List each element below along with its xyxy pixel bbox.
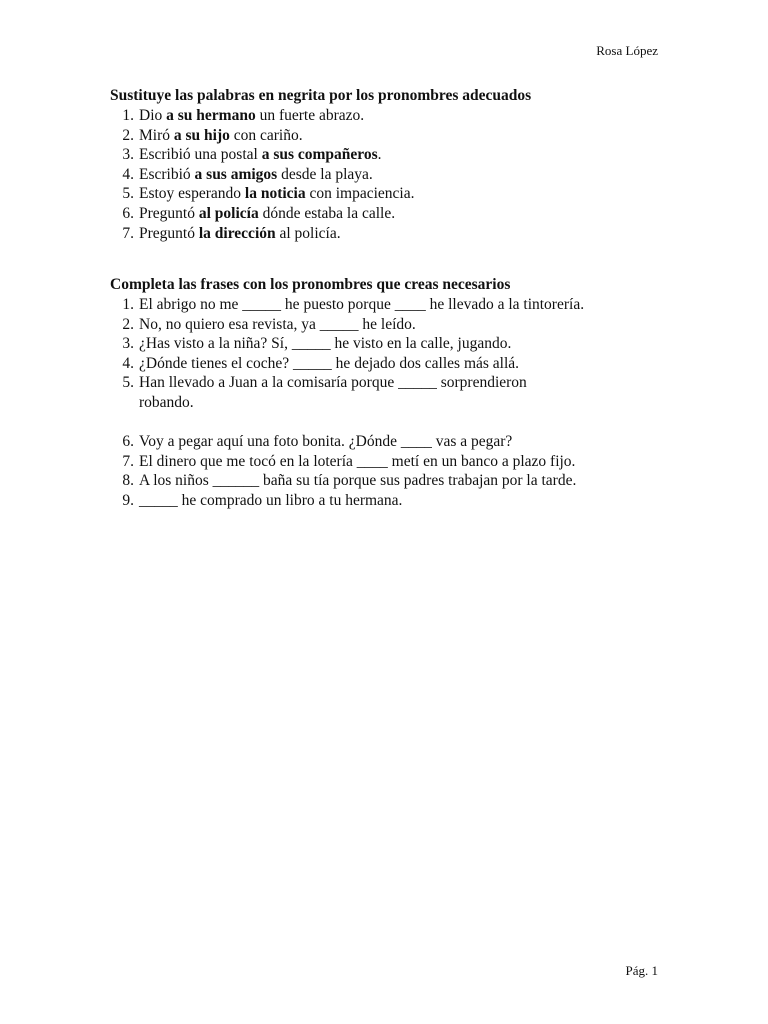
item-text: con impaciencia. [305,185,415,203]
list-item [110,184,670,204]
item-text: al policía. [275,224,341,242]
item-number: 1. [122,107,134,124]
list-item [110,315,670,335]
bold-phrase: a su hijo [173,126,230,144]
list-item [110,106,670,126]
list-item [110,432,670,452]
list-item [110,373,670,412]
item-text: Voy a pegar aquí una foto bonita. ¿Dónde ____ vas a pegar? [139,433,513,451]
item-text: Escribió [139,165,195,183]
list-item [110,334,670,354]
item-text: ¿Dónde tienes el coche? _____ he dejado dos calles más allá. [139,354,520,372]
item-text: Preguntó [139,204,199,222]
bold-phrase: la dirección [198,224,276,242]
item-text: con cariño. [229,126,303,144]
item-text: El dinero que me tocó en la lotería ____ metí en un banco a plazo fijo. [139,452,576,470]
list-item [110,204,670,224]
item-number: 6. [122,433,134,451]
item-number: 7. [122,452,134,470]
list-item [110,224,670,244]
item-text: No, no quiero esa revista, ya _____ he leído. [139,315,416,333]
item-text: Han llevado a Juan a la comisaría porque _____ sorprendieron [139,374,527,392]
list-item [110,295,670,315]
item-number: 5. [122,185,134,203]
item-text: Estoy esperando [139,185,245,203]
item-text: dónde estaba la calle. [258,204,396,222]
item-number: 4. [122,354,134,372]
list-item [110,452,670,472]
bold-phrase: al policía [198,204,259,222]
item-text: desde la playa. [277,165,373,183]
item-text: El abrigo no me _____ he puesto porque ____ he llevado a la tintorería. [139,296,585,313]
list-item [110,165,670,185]
item-number: 3. [122,146,134,164]
list-item [110,126,670,146]
author-name: Rosa López [596,43,658,58]
exercise-1-list [110,106,670,243]
item-text: Miró [139,126,174,144]
item-number: 1. [122,296,134,313]
bold-phrase: a sus amigos [194,165,278,183]
item-text-continuation: robando. [139,393,194,411]
item-number: 9. [122,491,134,509]
item-text: Dio [139,107,167,124]
bold-phrase: a sus compañeros [261,146,378,164]
bold-phrase: la noticia [244,185,306,203]
list-item [110,491,670,511]
item-number: 7. [122,224,134,242]
item-text: un fuerte abrazo. [255,107,365,124]
item-number: 2. [122,315,134,333]
item-text: . [377,146,382,164]
list-item [110,471,670,491]
exercise-1-heading: Sustituye las palabras en negrita por los pronombres adecuados [110,87,532,104]
page-number: Pág. 1 [625,963,658,978]
item-number: 6. [122,204,134,222]
item-text: A los niños ______ baña su tía porque sus padres trabajan por la tarde. [139,472,577,490]
item-number: 3. [122,335,134,353]
item-text: Preguntó [139,224,199,242]
item-number: 5. [122,374,134,392]
item-text: _____ he comprado un libro a tu hermana. [139,491,403,509]
exercise-complete-sentences [110,275,670,511]
item-text: ¿Has visto a la niña? Sí, _____ he visto en la calle, jugando. [139,335,512,353]
list-item [110,354,670,374]
item-number: 4. [122,165,134,183]
list-item [110,145,670,165]
exercise-substitute-pronouns [110,86,670,243]
exercise-2-heading: Completa las frases con los pronombres que creas necesarios [110,276,511,293]
item-number: 8. [122,472,134,490]
item-text: Escribió una postal [139,146,262,164]
bold-phrase: a su hermano [166,107,256,124]
exercise-2-list [110,295,670,511]
item-number: 2. [122,126,134,144]
